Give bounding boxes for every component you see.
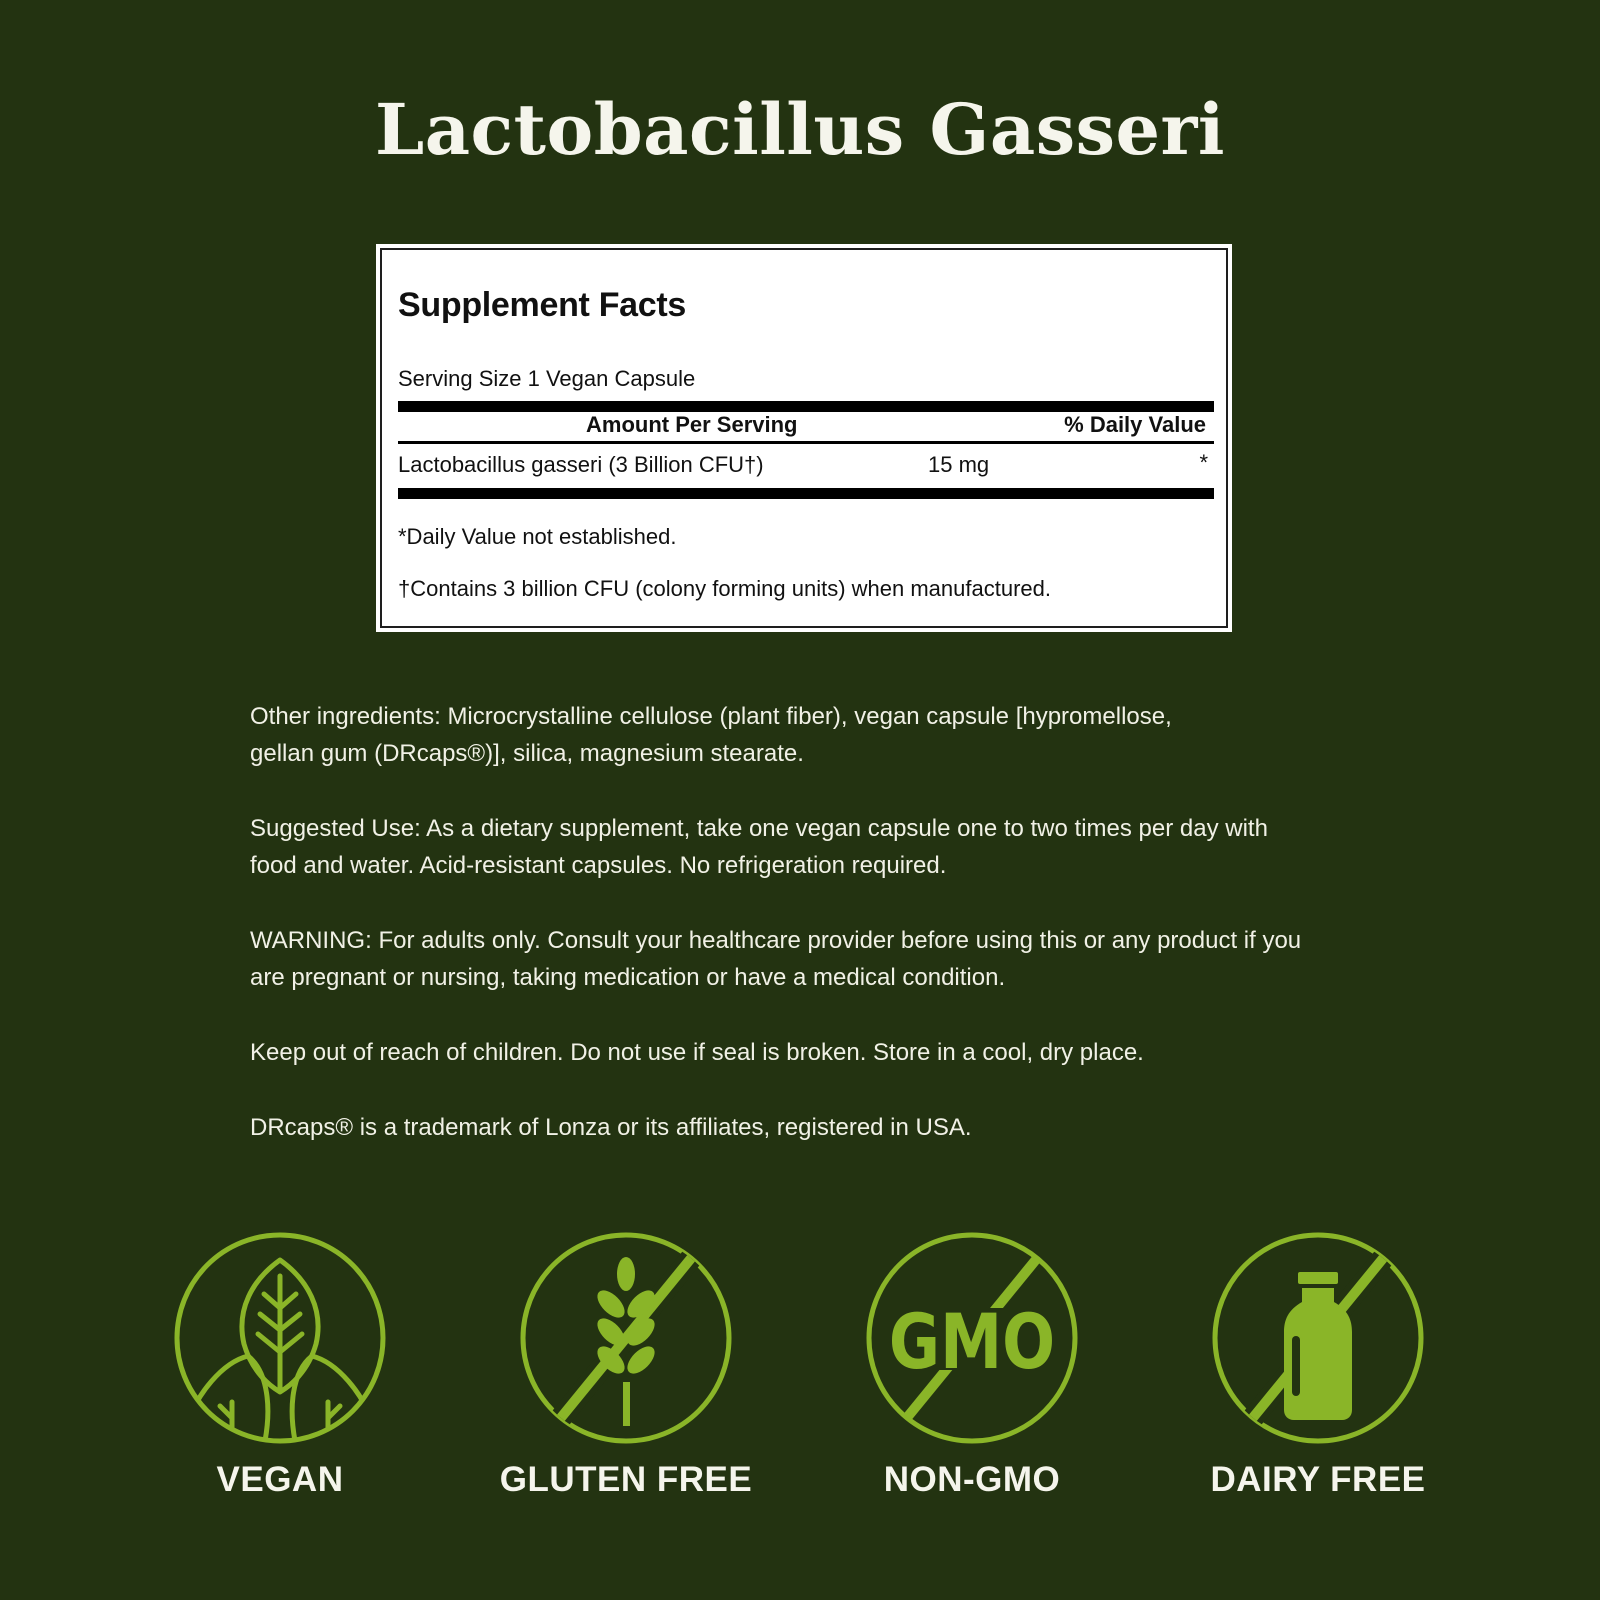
text-line: food and water. Acid-resistant capsules. No refrigeration required.: [250, 852, 947, 879]
gmo-icon: [866, 1232, 1078, 1444]
text-line: are pregnant or nursing, taking medication or have a medical condition.: [250, 964, 1006, 991]
footnote-daily-value: *Daily Value not established.: [398, 524, 677, 549]
footnote-cfu: †Contains 3 billion CFU (colony forming units) when manufactured.: [398, 576, 1051, 601]
ingredient-amount: 15 mg: [928, 452, 990, 477]
text-line: Other ingredients: Microcrystalline cellulose (plant fiber), vegan capsule [hypromellose,: [250, 703, 1172, 730]
divider-thick: [398, 401, 1214, 412]
milk-bottle-icon: [1212, 1232, 1424, 1444]
serving-size: Serving Size 1 Vegan Capsule: [398, 366, 696, 391]
warning-paragraph: [250, 922, 1370, 996]
trademark-paragraph: [250, 1109, 1370, 1146]
supplement-facts-panel: [376, 244, 1232, 632]
header-amount-per-serving: Amount Per Serving: [586, 412, 798, 437]
page-title: Lactobacillus Gasseri: [374, 88, 1226, 171]
gmo-icon-text: GMO: [888, 1298, 1056, 1387]
badge-label-vegan: VEGAN: [216, 1460, 344, 1499]
wheat-icon: [520, 1232, 732, 1444]
text-line: gellan gum (DRcaps®)], silica, magnesium stearate.: [250, 740, 804, 767]
text-line: DRcaps® is a trademark of Lonza or its affiliates, registered in USA.: [250, 1114, 972, 1141]
supplement-facts-heading: Supplement Facts: [398, 286, 687, 324]
badge-label-gluten-free: GLUTEN FREE: [499, 1460, 753, 1499]
leaf-icon: [174, 1232, 386, 1444]
other-ingredients-paragraph: [250, 698, 1370, 772]
divider-thick: [398, 488, 1214, 499]
suggested-use-paragraph: [250, 810, 1370, 884]
text-line: Keep out of reach of children. Do not use if seal is broken. Store in a cool, dry place.: [250, 1039, 1144, 1066]
ingredient-daily-value: *: [1199, 450, 1208, 475]
storage-paragraph: [250, 1034, 1370, 1071]
divider-thin: [398, 441, 1214, 444]
text-line: Suggested Use: As a dietary supplement, take one vegan capsule one to two times per day with: [250, 815, 1268, 842]
text-line: WARNING: For adults only. Consult your healthcare provider before using this or any product if you: [250, 927, 1302, 954]
header-daily-value: % Daily Value: [1064, 412, 1206, 437]
ingredient-name: Lactobacillus gasseri (3 Billion CFU†): [398, 452, 764, 477]
badge-label-dairy-free: DAIRY FREE: [1210, 1460, 1426, 1499]
badge-label-non-gmo: NON-GMO: [883, 1460, 1061, 1499]
